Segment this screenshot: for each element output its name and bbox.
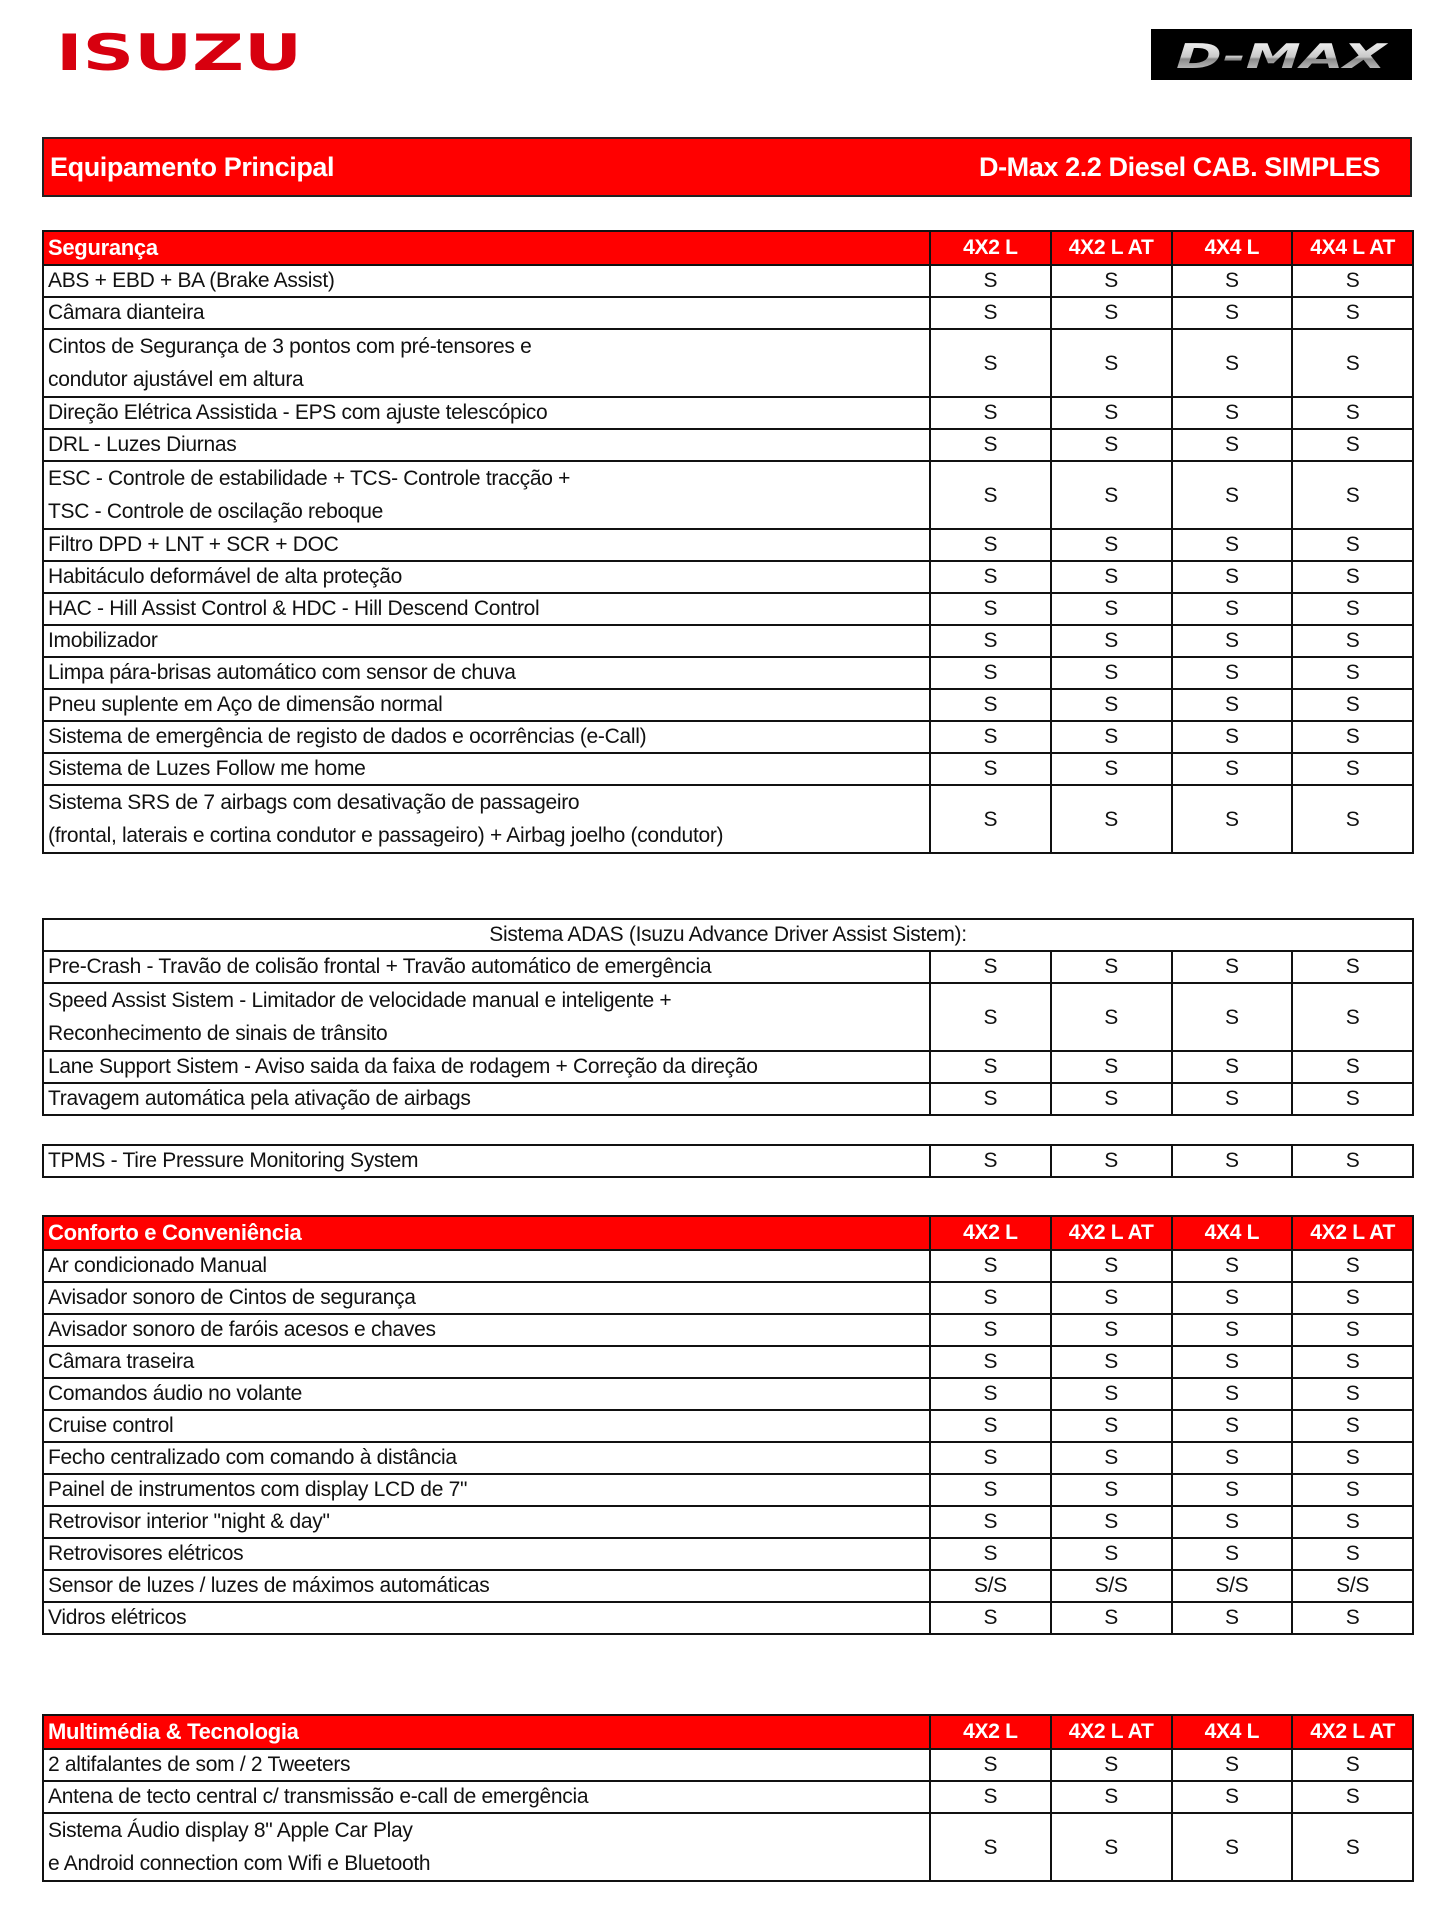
availability-value: S [1292,561,1413,593]
availability-value: S [1051,1506,1172,1538]
column-header: 4X2 L [930,1715,1051,1749]
availability-value: S [1051,429,1172,461]
availability-value: S [1172,951,1293,983]
feature-label [43,785,930,853]
feature-label [43,1083,930,1115]
availability-value: S [1292,1602,1413,1634]
availability-value: S [1051,1442,1172,1474]
feature-label [43,1378,930,1410]
feature-label-line: Retrovisores elétricos [48,1542,244,1565]
isuzu-logo [56,28,306,74]
feature-label [43,1410,930,1442]
availability-value: S [1051,657,1172,689]
availability-value: S [1051,1410,1172,1442]
availability-value: S [1292,689,1413,721]
feature-label [43,1781,930,1813]
feature-label [43,529,930,561]
feature-label-line: Cruise control [48,1414,174,1437]
feature-label [43,625,930,657]
feature-label [43,461,930,529]
feature-label-line: Filtro DPD + LNT + SCR + DOC [48,533,339,556]
table-row [43,429,1413,461]
column-header: 4X2 L AT [1051,1715,1172,1749]
column-header: 4X2 L AT [1292,1715,1413,1749]
table-row [43,1781,1413,1813]
availability-value: S [930,429,1051,461]
feature-label [43,265,930,297]
availability-value: S [930,983,1051,1051]
feature-label-line: Câmara traseira [48,1350,195,1373]
availability-value: S [930,593,1051,625]
availability-value: S [1051,721,1172,753]
availability-value: S [930,625,1051,657]
availability-value: S [930,265,1051,297]
availability-value: S [1292,329,1413,397]
table-row [43,1506,1413,1538]
table-row [43,1474,1413,1506]
availability-value: S [930,1083,1051,1115]
availability-value: S [930,529,1051,561]
availability-value: S [1051,625,1172,657]
availability-value: S [1292,1145,1413,1177]
availability-value: S [1172,1378,1293,1410]
availability-value: S [1051,753,1172,785]
model-title: D-Max 2.2 Diesel CAB. SIMPLES [978,152,1380,182]
feature-label-line: Pneu suplente em Aço de dimensão normal [48,693,443,716]
availability-value: S [1051,1282,1172,1314]
feature-label-line: TPMS - Tire Pressure Monitoring System [48,1149,419,1172]
availability-value: S [1292,657,1413,689]
feature-label [43,1250,930,1282]
table-row [43,1083,1413,1115]
feature-label-line: Imobilizador [48,629,158,652]
feature-label-line: DRL - Luzes Diurnas [48,433,237,456]
section-header [43,231,1413,265]
feature-label [43,983,930,1051]
availability-value: S [1292,951,1413,983]
table-row [43,1282,1413,1314]
feature-label [43,1813,930,1881]
feature-label-line: Câmara dianteira [48,301,205,324]
availability-value: S [1172,1410,1293,1442]
feature-label [43,1051,930,1083]
column-header: 4X4 L AT [1292,231,1413,265]
table-row [43,785,1413,853]
column-header: 4X2 L AT [1292,1216,1413,1250]
table-row [43,753,1413,785]
availability-value: S [930,1442,1051,1474]
availability-value: S [1051,1250,1172,1282]
availability-value: S [1292,529,1413,561]
feature-label [43,1474,930,1506]
availability-value: S [930,1250,1051,1282]
availability-value: S [1172,1602,1293,1634]
availability-value: S [1051,1346,1172,1378]
feature-label [43,1346,930,1378]
availability-value: S [1292,1051,1413,1083]
availability-value: S [1292,397,1413,429]
feature-label-line: Vidros elétricos [48,1606,187,1629]
availability-value: S [1051,1602,1172,1634]
availability-value: S [1051,1083,1172,1115]
column-header: 4X4 L [1172,1715,1293,1749]
table-row [43,265,1413,297]
feature-label-line: Speed Assist Sistem - Limitador de velocidade manual e inteligente + [48,989,672,1012]
table-row [43,1813,1413,1881]
section-title: Multimédia & Tecnologia [43,1715,930,1749]
availability-value: S [1051,1813,1172,1881]
table-row [43,1314,1413,1346]
availability-value: S [1172,329,1293,397]
section-title: Conforto e Conveniência [43,1216,930,1250]
section-header [43,1216,1413,1250]
table-row [43,1538,1413,1570]
availability-value: S [1051,329,1172,397]
availability-value: S [930,785,1051,853]
availability-value: S [1292,1282,1413,1314]
availability-value: S [1172,461,1293,529]
feature-label [43,1145,930,1177]
section-title: Segurança [43,231,930,265]
column-header: 4X2 L AT [1051,231,1172,265]
feature-label [43,429,930,461]
availability-value: S [930,397,1051,429]
availability-value: S [1172,1506,1293,1538]
table-row [43,983,1413,1051]
document-title: Equipamento Principal [50,152,335,182]
safety-table [42,230,1414,854]
feature-label [43,593,930,625]
availability-value: S [1172,1474,1293,1506]
availability-value: S [1172,529,1293,561]
feature-label-line: Retrovisor interior "night & day" [48,1510,330,1533]
tpms-table [42,1144,1414,1178]
availability-value: S [1051,1051,1172,1083]
table-row [43,1602,1413,1634]
feature-label-line: Sistema de Luzes Follow me home [48,757,366,780]
availability-value: S [1172,1781,1293,1813]
table-row [43,397,1413,429]
availability-value: S [1051,1145,1172,1177]
table-row [43,1570,1413,1602]
feature-label-line: Reconhecimento de sinais de trânsito [48,1022,388,1045]
feature-label-line: 2 altifalantes de som / 2 Tweeters [48,1753,351,1776]
availability-value: S [1051,983,1172,1051]
availability-value: S [930,1749,1051,1781]
availability-value: S [1292,1442,1413,1474]
availability-value: S [930,689,1051,721]
availability-value: S [1051,1474,1172,1506]
feature-label-line: Travagem automática pela ativação de airbags [48,1087,471,1110]
feature-label-line: Sistema SRS de 7 airbags com desativação de passageiro [48,791,580,814]
availability-value: S [1292,753,1413,785]
availability-value: S [1172,753,1293,785]
availability-value: S [930,1781,1051,1813]
availability-value: S/S [930,1570,1051,1602]
availability-value: S [1051,561,1172,593]
adas-header-row [43,919,1413,951]
table-row [43,721,1413,753]
feature-label [43,1282,930,1314]
feature-label-line: Direção Elétrica Assistida - EPS com ajuste telescópico [48,401,548,424]
availability-value: S [1172,561,1293,593]
table-row [43,689,1413,721]
multimedia-table [42,1714,1414,1882]
feature-label-line: Lane Support Sistem - Aviso saida da faixa de rodagem + Correção da direção [48,1055,758,1078]
availability-value: S [1172,1250,1293,1282]
feature-label-line: ABS + EBD + BA (Brake Assist) [48,269,335,292]
column-header: 4X2 L AT [1051,1216,1172,1250]
feature-label [43,561,930,593]
availability-value: S [930,1346,1051,1378]
feature-label-line: Habitáculo deformável de alta proteção [48,565,402,588]
feature-label-line: HAC - Hill Assist Control & HDC - Hill Descend Control [48,597,540,620]
table-row [43,297,1413,329]
availability-value: S [1292,1506,1413,1538]
availability-value: S [1172,1346,1293,1378]
table-row [43,657,1413,689]
feature-label-line: Comandos áudio no volante [48,1382,303,1405]
feature-label-line: Pre-Crash - Travão de colisão frontal + Travão automático de emergência [48,955,712,978]
availability-value: S [930,297,1051,329]
feature-label-line: TSC - Controle de oscilação reboque [48,500,384,523]
table-row [43,1250,1413,1282]
feature-label-line: Ar condicionado Manual [48,1254,267,1277]
availability-value: S [1292,593,1413,625]
availability-value: S [1172,1749,1293,1781]
table-row [43,1051,1413,1083]
availability-value: S/S [1172,1570,1293,1602]
availability-value: S [1292,1314,1413,1346]
availability-value: S [1292,983,1413,1051]
feature-label [43,329,930,397]
adas-title: Sistema ADAS (Isuzu Advance Driver Assist Sistem): [43,919,1413,951]
availability-value: S [1292,1083,1413,1115]
availability-value: S [1051,1314,1172,1346]
availability-value: S [930,951,1051,983]
feature-label [43,1506,930,1538]
availability-value: S [1172,1442,1293,1474]
dmax-logo [1151,29,1412,80]
availability-value: S [930,561,1051,593]
availability-value: S/S [1051,1570,1172,1602]
comfort-table [42,1215,1414,1635]
feature-label-line: Antena de tecto central c/ transmissão e-call de emergência [48,1785,589,1808]
adas-table [42,918,1414,1116]
availability-value: S [1051,593,1172,625]
availability-value: S [1172,689,1293,721]
availability-value: S [1051,1378,1172,1410]
availability-value: S [930,753,1051,785]
feature-label [43,657,930,689]
section-header [43,1715,1413,1749]
availability-value: S [1292,1749,1413,1781]
availability-value: S [1292,721,1413,753]
feature-label [43,753,930,785]
availability-value: S [930,1410,1051,1442]
feature-label [43,1538,930,1570]
availability-value: S [1172,983,1293,1051]
feature-label-line: Avisador sonoro de faróis acesos e chaves [48,1318,436,1341]
feature-label-line: Cintos de Segurança de 3 pontos com pré-tensores e [48,335,532,358]
availability-value: S [1051,1538,1172,1570]
feature-label-line: ESC - Controle de estabilidade + TCS- Controle tracção + [48,467,571,490]
table-row [43,1442,1413,1474]
availability-value: S [1172,1538,1293,1570]
feature-label [43,1442,930,1474]
availability-value: S [930,1602,1051,1634]
availability-value: S [1051,951,1172,983]
column-header: 4X2 L [930,1216,1051,1250]
availability-value: S/S [1292,1570,1413,1602]
availability-value: S [1292,1346,1413,1378]
availability-value: S [1292,1250,1413,1282]
availability-value: S [930,1145,1051,1177]
availability-value: S [1051,1749,1172,1781]
feature-label [43,297,930,329]
availability-value: S [1051,265,1172,297]
availability-value: S [1051,397,1172,429]
feature-label-line: Avisador sonoro de Cintos de segurança [48,1286,416,1309]
availability-value: S [1292,1410,1413,1442]
table-row [43,329,1413,397]
availability-value: S [1292,1781,1413,1813]
table-row [43,561,1413,593]
column-header: 4X4 L [1172,231,1293,265]
availability-value: S [1292,1813,1413,1881]
availability-value: S [1051,529,1172,561]
availability-value: S [930,1474,1051,1506]
table-row [43,529,1413,561]
table-row [43,1346,1413,1378]
availability-value: S [1292,265,1413,297]
feature-label [43,721,930,753]
availability-value: S [930,1314,1051,1346]
table-row [43,593,1413,625]
feature-label [43,689,930,721]
availability-value: S [930,461,1051,529]
availability-value: S [930,657,1051,689]
availability-value: S [930,329,1051,397]
feature-label [43,1602,930,1634]
table-row [43,951,1413,983]
feature-label [43,1314,930,1346]
feature-label-line: e Android connection com Wifi e Bluetooth [48,1852,431,1875]
feature-label-line: (frontal, laterais e cortina condutor e passageiro) + Airbag joelho (condutor) [48,824,724,847]
availability-value: S [1292,785,1413,853]
table-row [43,1378,1413,1410]
availability-value: S [1292,625,1413,657]
dmax-logo-text: D-MAX [1176,37,1389,77]
availability-value: S [930,1051,1051,1083]
availability-value: S [1051,297,1172,329]
availability-value: S [1172,721,1293,753]
feature-label-line: Fecho centralizado com comando à distância [48,1446,457,1469]
availability-value: S [1292,461,1413,529]
availability-value: S [1172,429,1293,461]
feature-label [43,951,930,983]
availability-value: S [930,1506,1051,1538]
feature-label-line: Limpa pára-brisas automático com sensor de chuva [48,661,516,684]
availability-value: S [1172,593,1293,625]
availability-value: S [1292,297,1413,329]
availability-value: S [1292,429,1413,461]
table-row [43,461,1413,529]
table-row [43,1749,1413,1781]
column-header: 4X4 L [1172,1216,1293,1250]
feature-label [43,397,930,429]
feature-label-line: condutor ajustável em altura [48,368,304,391]
availability-value: S [1172,1051,1293,1083]
availability-value: S [930,1813,1051,1881]
availability-value: S [1051,461,1172,529]
availability-value: S [1051,689,1172,721]
availability-value: S [1172,785,1293,853]
table-row [43,625,1413,657]
availability-value: S [1172,1083,1293,1115]
availability-value: S [930,721,1051,753]
availability-value: S [1172,657,1293,689]
availability-value: S [1292,1378,1413,1410]
column-header: 4X2 L [930,231,1051,265]
availability-value: S [1292,1538,1413,1570]
availability-value: S [930,1378,1051,1410]
title-bar [42,137,1412,197]
table-row [43,1410,1413,1442]
availability-value: S [930,1538,1051,1570]
feature-label-line: Sensor de luzes / luzes de máximos automáticas [48,1574,490,1597]
availability-value: S [1172,1282,1293,1314]
feature-label-line: Sistema de emergência de registo de dados e ocorrências (e-Call) [48,725,647,748]
availability-value: S [1172,297,1293,329]
availability-value: S [1051,785,1172,853]
availability-value: S [1172,1813,1293,1881]
availability-value: S [1172,1145,1293,1177]
availability-value: S [1172,1314,1293,1346]
feature-label-line: Painel de instrumentos com display LCD de 7" [48,1478,468,1501]
table-row [43,1145,1413,1177]
feature-label [43,1570,930,1602]
availability-value: S [1172,397,1293,429]
feature-label-line: Sistema Áudio display 8" Apple Car Play [48,1819,413,1842]
availability-value: S [1051,1781,1172,1813]
isuzu-logo-text: ISUZU [56,28,302,74]
availability-value: S [1292,1474,1413,1506]
feature-label [43,1749,930,1781]
availability-value: S [930,1282,1051,1314]
availability-value: S [1172,625,1293,657]
availability-value: S [1172,265,1293,297]
